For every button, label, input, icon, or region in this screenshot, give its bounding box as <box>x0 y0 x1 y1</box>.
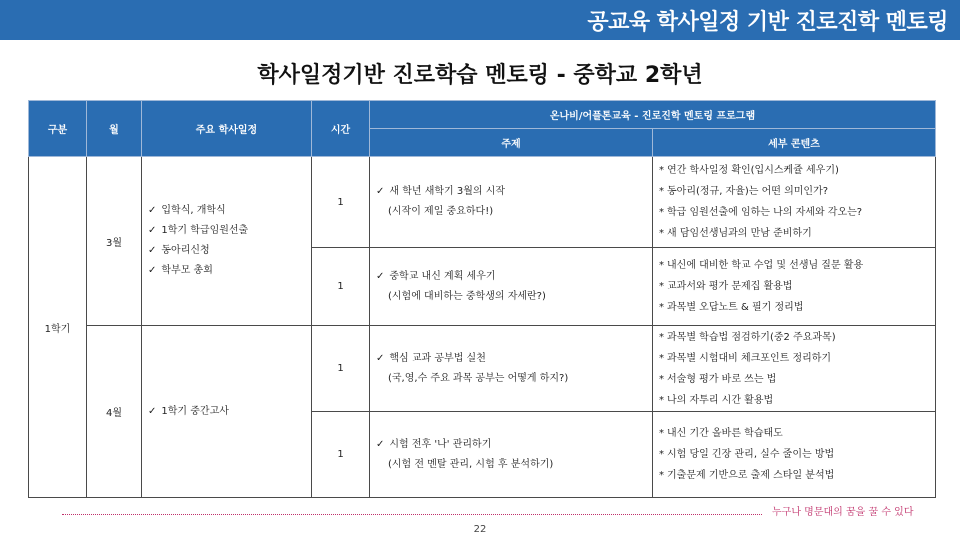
schedule-item: ✓ 동아리신청 <box>148 241 311 261</box>
header-topic: 주제 <box>370 129 653 157</box>
header-division: 구분 <box>29 101 87 157</box>
detail-item: * 연간 학사일정 확인(입시스케쥴 세우기) <box>659 160 935 181</box>
detail-item: * 학급 임원선출에 임하는 나의 자세와 각오는? <box>659 202 935 223</box>
topic-title: ✓ 새 학년 새학기 3월의 시작 <box>376 182 652 202</box>
table-row <box>29 157 936 248</box>
details-cell <box>653 326 936 412</box>
details-cell <box>653 248 936 326</box>
month-cell: 3월 <box>87 157 142 326</box>
topic-subtitle: (시험 전 멘탈 관리, 시험 후 분석하기) <box>388 458 554 470</box>
month-cell: 4월 <box>87 326 142 498</box>
details-cell <box>653 157 936 248</box>
header-details: 세부 콘텐츠 <box>653 129 936 157</box>
detail-item: * 시험 당일 긴장 관리, 실수 줄이는 방법 <box>659 444 935 465</box>
schedule-item: ✓ 1학기 중간고사 <box>148 402 311 422</box>
table-row <box>29 326 936 412</box>
detail-item: * 과목별 학습법 점검하기(중2 주요과목) <box>659 327 935 348</box>
hours-cell: 1 <box>312 248 370 326</box>
topic-subtitle: (국,영,수 주요 과목 공부는 어떻게 하지?) <box>388 372 569 384</box>
footer-divider <box>62 514 762 515</box>
detail-item: * 서술형 평가 바로 쓰는 법 <box>659 369 935 390</box>
detail-item: * 동아리(정규, 자율)는 어떤 의미인가? <box>659 181 935 202</box>
schedule-cell <box>142 157 312 326</box>
page-title: 학사일정기반 진로학습 멘토링 - 중학교 2학년 <box>257 63 703 88</box>
detail-item: * 내신 기간 올바른 학습태도 <box>659 423 935 444</box>
header-program: 온나비/어플톤교육 - 진로진학 멘토링 프로그램 <box>370 101 936 129</box>
detail-item: * 내신에 대비한 학교 수업 및 선생님 질문 활용 <box>659 255 935 276</box>
header-month: 월 <box>87 101 142 157</box>
footer-slogan: 누구나 명문대의 꿈을 꿀 수 있다 <box>772 507 914 518</box>
header-schedule: 주요 학사일정 <box>142 101 312 157</box>
schedule-item: ✓ 1학기 학급임원선출 <box>148 221 311 241</box>
hours-cell: 1 <box>312 326 370 412</box>
header-banner-title: 공교육 학사일정 기반 진로진학 멘토링 <box>587 10 948 35</box>
schedule-item: ✓ 입학식, 개학식 <box>148 201 311 221</box>
header-hours: 시간 <box>312 101 370 157</box>
detail-item: * 나의 자투리 시간 활용법 <box>659 390 935 411</box>
schedule-cell <box>142 326 312 498</box>
topic-subtitle: (시작이 제일 중요하다!) <box>388 206 494 217</box>
hours-cell: 1 <box>312 412 370 498</box>
header-bar <box>0 0 960 40</box>
detail-item: * 기출문제 기반으로 출제 스타일 분석법 <box>659 465 935 486</box>
topic-title: ✓ 핵심 교과 공부법 실천 <box>376 349 652 369</box>
semester-cell: 1학기 <box>29 157 87 498</box>
detail-item: * 과목별 시험대비 체크포인트 정리하기 <box>659 348 935 369</box>
page-number: 22 <box>473 524 487 535</box>
detail-item: * 교과서와 평가 문제집 활용법 <box>659 276 935 297</box>
topic-cell <box>370 326 653 412</box>
topic-cell <box>370 412 653 498</box>
details-cell <box>653 412 936 498</box>
mentoring-schedule-table <box>28 100 936 498</box>
topic-title: ✓ 중학교 내신 계획 세우기 <box>376 267 652 287</box>
detail-item: * 새 담임선생님과의 만남 준비하기 <box>659 223 935 244</box>
hours-cell: 1 <box>312 157 370 248</box>
topic-subtitle: (시험에 대비하는 중학생의 자세란?) <box>388 290 546 302</box>
topic-cell <box>370 248 653 326</box>
schedule-item: ✓ 학부모 총회 <box>148 261 311 281</box>
detail-item: * 과목별 오답노트 & 필기 정리법 <box>659 297 935 318</box>
topic-title: ✓ 시험 전후 '나' 관리하기 <box>376 435 652 455</box>
topic-cell <box>370 157 653 248</box>
